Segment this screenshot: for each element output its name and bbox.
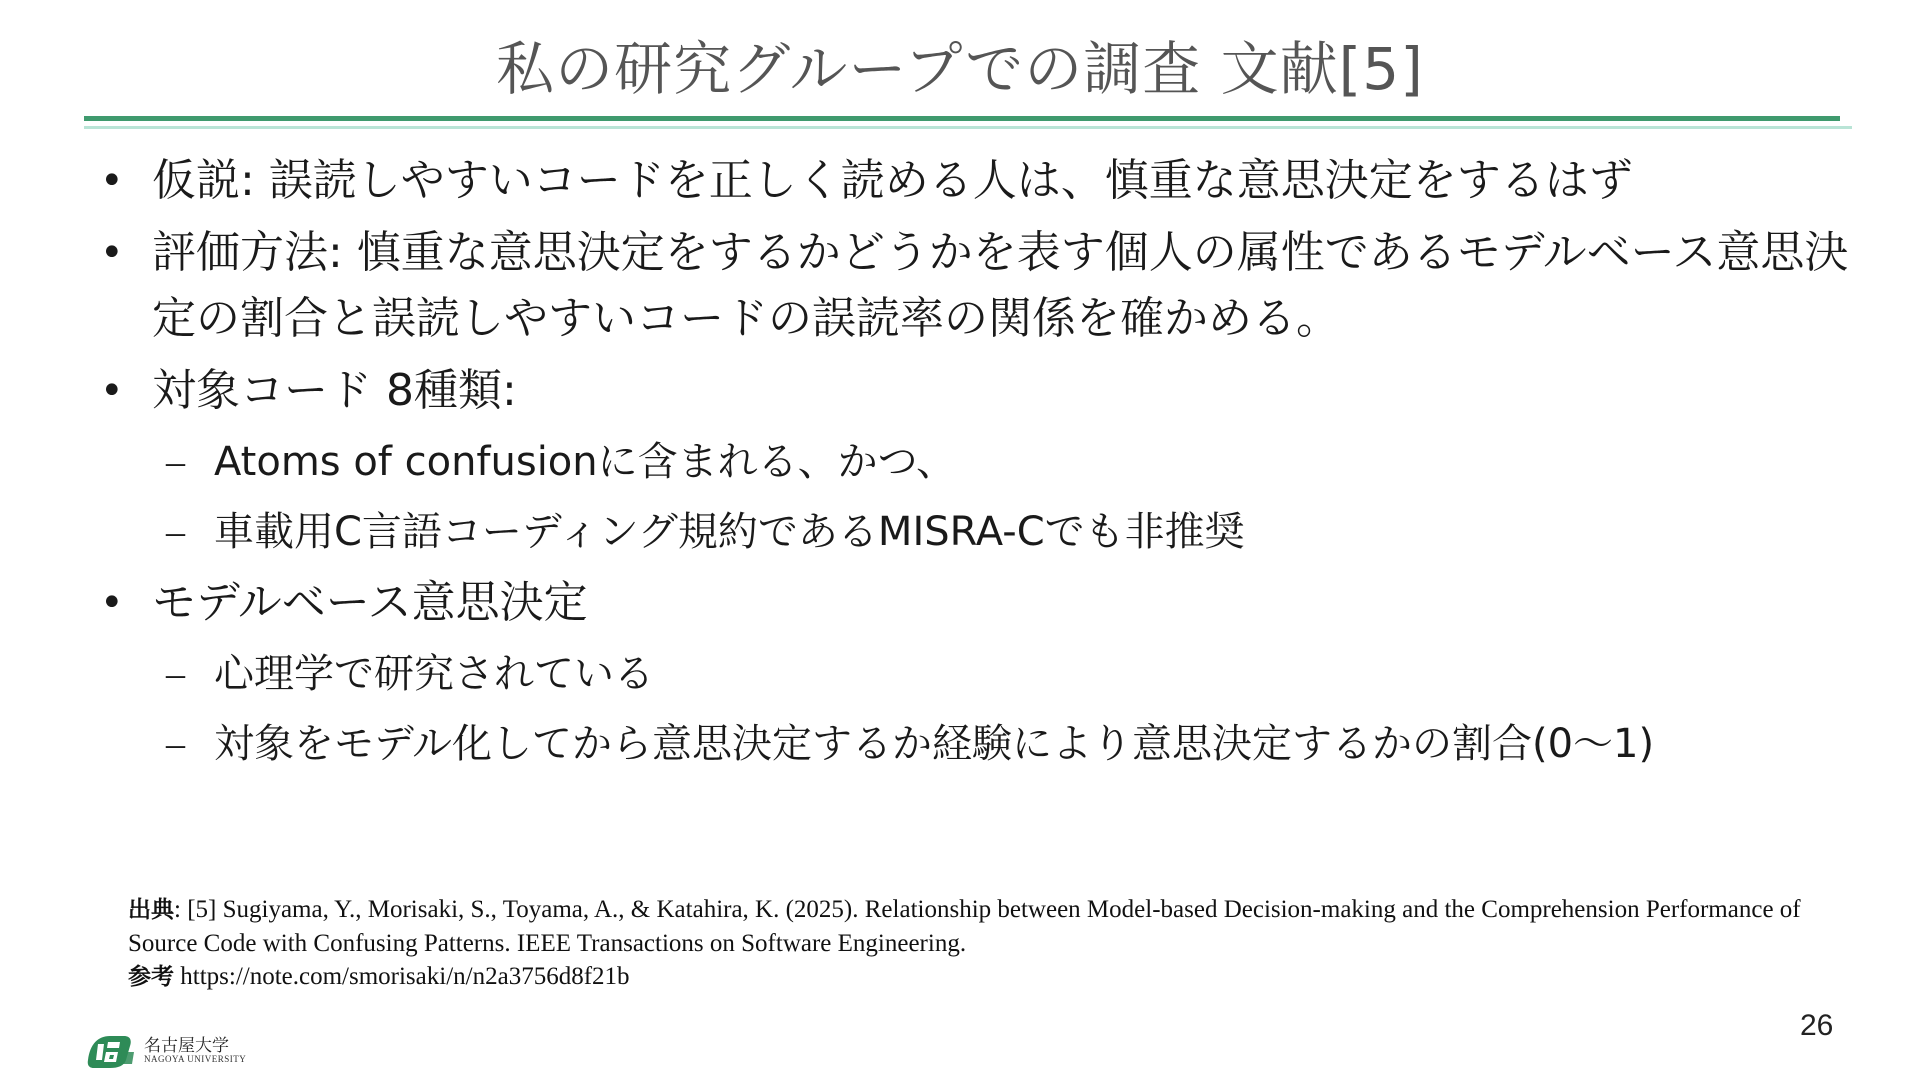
page-number: 26	[1800, 1009, 1834, 1042]
logo-name-jp: 名古屋大学	[144, 1036, 229, 1056]
logo-name-en: NAGOYA UNIVERSITY	[144, 1054, 247, 1064]
sub-bullet-dash: –	[166, 723, 185, 765]
sub-bullet-misra-c	[96, 500, 1856, 564]
bullet-model-based-decision	[96, 570, 1856, 636]
bullet-dot: •	[100, 368, 124, 414]
bullet-text: モデルベース意思決定	[152, 577, 588, 628]
sub-bullet-text: Atoms of confusionに含まれる、かつ、	[214, 439, 957, 485]
sub-bullet-text: 心理学で研究されている	[214, 651, 654, 697]
source-label: 出典	[128, 897, 174, 923]
bullet-dot: •	[100, 230, 124, 276]
sub-bullet-dash: –	[166, 441, 185, 483]
reference-see-also	[128, 960, 1848, 994]
bullet-evaluation-method	[96, 220, 1856, 352]
sub-bullet-atoms-of-confusion	[96, 430, 1856, 494]
sub-bullet-psychology	[96, 642, 1856, 706]
sub-bullet-dash: –	[166, 511, 185, 553]
bullet-dot: •	[100, 580, 124, 626]
slide-body	[96, 148, 1856, 782]
title-underline-accent	[84, 126, 1852, 129]
bullet-text: 対象コード 8種類:	[152, 365, 517, 416]
source-text: : [5] Sugiyama, Y., Morisaki, S., Toyama, A., & Katahira, K. (2025). Relationship between Model-based Decision-making and the Comprehension Performance of Source Code with Confusing Patterns. IEEE Transactions on Software Engineering.	[128, 896, 1801, 957]
university-logo	[84, 1030, 247, 1070]
slide-title: 私の研究グループでの調査 文献[5]	[496, 35, 1424, 103]
bullet-hypothesis	[96, 148, 1856, 214]
sub-bullet-text: 対象をモデル化してから意思決定するか経験により意思決定するかの割合(0〜1)	[214, 721, 1655, 767]
sub-bullet-dash: –	[166, 653, 185, 695]
reference-citation	[128, 893, 1848, 960]
see-also-url[interactable]: https://note.com/smorisaki/n/n2a3756d8f21b	[180, 963, 630, 990]
bullet-dot: •	[100, 158, 124, 204]
see-also-label: 参考	[128, 964, 174, 990]
sub-bullet-ratio-definition	[96, 712, 1856, 776]
nagoya-university-logo-icon	[84, 1030, 140, 1070]
title-underline	[84, 116, 1840, 121]
reference-block	[128, 893, 1848, 994]
bullet-text: 仮説: 誤読しやすいコードを正しく読める人は、慎重な意思決定をするはず	[152, 155, 1633, 206]
sub-bullet-text: 車載用C言語コーディング規約であるMISRA-Cでも非推奨	[214, 509, 1245, 555]
bullet-text: 評価方法: 慎重な意思決定をするかどうかを表す個人の属性であるモデルベース意思決定の割合と誤読しやすいコードの誤読率の関係を確かめる。	[152, 227, 1849, 344]
bullet-target-code	[96, 358, 1856, 424]
